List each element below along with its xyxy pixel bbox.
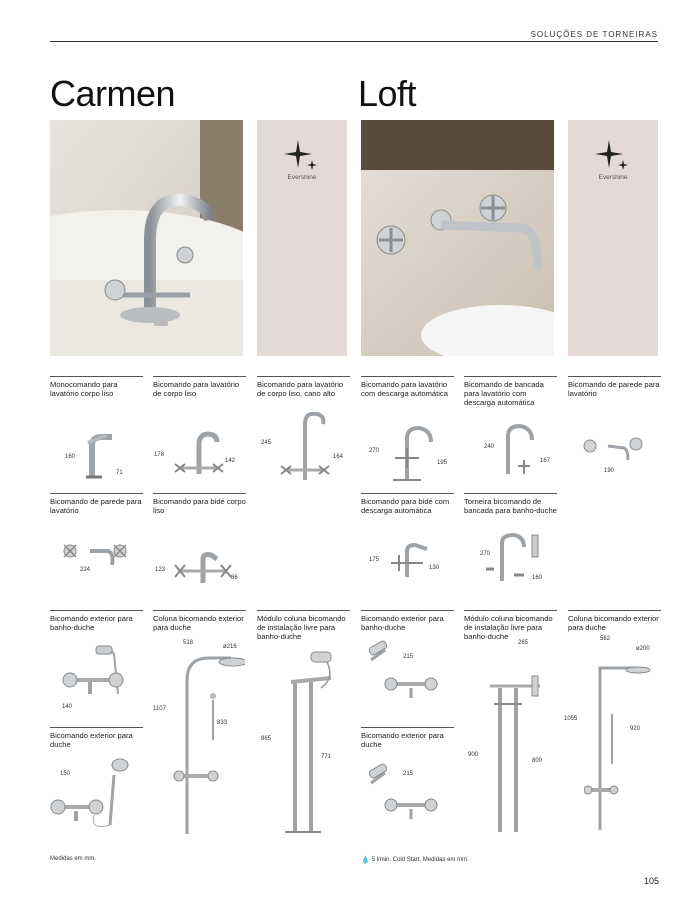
dim-height: 245 (261, 440, 272, 446)
product-loft-modulo-coluna (464, 610, 557, 839)
evershine-label: Evershine (598, 174, 628, 181)
product-label: Bicomando para lavatório de corpo liso (153, 380, 240, 399)
dim-height: 270 (480, 551, 491, 557)
product-carmen-bide (153, 493, 246, 603)
product-loft-bancada-lavatorio (464, 376, 557, 486)
dim-height: 1055 (564, 716, 578, 722)
product-loft-lavatorio-descarga (361, 376, 454, 486)
product-label: Monocomando para lavatório corpo liso (50, 380, 118, 399)
product-label: Bicomando para bidé com descarga automática (361, 497, 450, 516)
footer-note-left: Medidas em mm. (50, 856, 97, 862)
section-header: SOLUÇÕES DE TORNEIRAS (530, 30, 658, 39)
dim-height: 175 (369, 557, 380, 563)
faucet-figure (80, 431, 120, 479)
product-loft-exterior-duche (361, 727, 454, 839)
faucet-figure (173, 644, 245, 844)
dim-height: 865 (261, 736, 272, 742)
product-carmen-parede-lavatorio (50, 493, 143, 603)
faucet-figure (60, 644, 132, 704)
product-label: Bicomando para lavatório com descarga automática (361, 380, 448, 399)
product-label: Bicomando para bidé corpo liso (153, 497, 246, 516)
dim-width: 562 (600, 636, 611, 642)
cell-rule (50, 610, 143, 611)
product-label: Bicomando exterior para duche (50, 731, 133, 750)
cell-rule (361, 610, 454, 611)
carmen-title: Carmen (50, 73, 176, 114)
cell-rule (464, 376, 557, 377)
dim-height: 178 (154, 452, 165, 458)
product-loft-exterior-banho-duche (361, 610, 454, 720)
dim-width: 518 (183, 640, 194, 646)
product-label: Bicomando de parede para lavatório (50, 497, 142, 516)
dim-width: 265 (518, 640, 529, 646)
dim-width: 164 (333, 454, 344, 460)
evershine-label: Evershine (287, 174, 317, 181)
cell-rule (361, 493, 454, 494)
footer-note-right (361, 856, 469, 864)
faucet-figure (584, 654, 654, 834)
footer-note-text: 5 l/min. Cold Start. Medidas em mm. (371, 857, 469, 863)
dim-height-2: 920 (630, 726, 641, 732)
cell-rule (361, 727, 454, 728)
dim-width: 150 (60, 771, 71, 777)
product-label: Bicomando exterior para banho-duche (361, 614, 444, 633)
dim-height: 160 (65, 454, 76, 460)
dim-height: 240 (484, 444, 495, 450)
loft-photo (361, 120, 554, 356)
cell-rule (361, 376, 454, 377)
faucet-figure (389, 426, 437, 482)
product-carmen-monocomando (50, 376, 143, 486)
product-carmen-coluna-duche (153, 610, 246, 839)
dim-height: 900 (468, 752, 479, 758)
dim-width: 190 (604, 468, 615, 474)
cell-rule (50, 727, 143, 728)
cell-rule (464, 610, 557, 611)
carmen-evershine-panel (257, 120, 347, 356)
dim-width: 142 (225, 458, 236, 464)
cell-rule (153, 376, 246, 377)
product-label: Bicomando de bancada para lavatório com descarga automática (464, 380, 544, 408)
product-carmen-bicomando-lavatorio (153, 376, 246, 486)
faucet-figure (277, 410, 333, 482)
water-drop-icon: 💧 (361, 857, 370, 864)
cell-rule (568, 376, 661, 377)
faucet-figure (173, 549, 233, 585)
faucet-figure (383, 543, 433, 579)
dim-height: 123 (155, 567, 166, 573)
dim-width: 160 (532, 575, 543, 581)
sparkle-icon (284, 138, 320, 172)
dim-height-2: 771 (321, 754, 332, 760)
cell-rule (464, 493, 557, 494)
product-loft-parede-lavatorio (568, 376, 661, 486)
product-loft-bancada-banho-duche (464, 493, 557, 603)
product-label: Coluna bicomando exterior para duche (568, 614, 659, 633)
loft-evershine-panel (568, 120, 658, 356)
faucet-figure (486, 674, 546, 834)
dim-width: 167 (540, 458, 551, 464)
product-carmen-exterior-duche (50, 727, 143, 839)
cell-rule (50, 493, 143, 494)
dim-diameter: ø216 (223, 644, 237, 650)
product-carmen-bicomando-cano-alto (257, 376, 350, 486)
dim-width: 86 (231, 575, 238, 581)
product-label: Bicomando exterior para duche (361, 731, 444, 750)
product-label: Coluna bicomando exterior para duche (153, 614, 244, 633)
dim-width: 140 (62, 704, 73, 710)
dim-width: 71 (116, 470, 123, 476)
product-carmen-modulo-coluna (257, 610, 350, 839)
loft-title: Loft (358, 73, 417, 114)
dim-height: 1107 (153, 706, 166, 712)
sparkle-icon (595, 138, 631, 172)
dim-width: 195 (437, 460, 448, 466)
faucet-figure (281, 648, 341, 834)
dim-width: 224 (80, 567, 91, 573)
faucet-figure (367, 761, 447, 821)
product-carmen-exterior-banho-duche (50, 610, 143, 720)
header-rule (50, 41, 658, 42)
product-label: Torneira bicomando de bancada para banho-duche (464, 497, 557, 516)
faucet-figure (367, 640, 447, 700)
dim-height-2: 800 (532, 758, 543, 764)
product-loft-coluna-duche (564, 610, 661, 839)
cell-rule (50, 376, 143, 377)
dim-width: 215 (403, 771, 414, 777)
faucet-figure (580, 434, 650, 464)
dim-width: 130 (429, 565, 440, 571)
cell-rule (153, 610, 246, 611)
page-number: 105 (644, 876, 660, 886)
dim-width: 215 (403, 654, 414, 660)
product-label: Bicomando exterior para banho-duche (50, 614, 133, 633)
dim-height: 270 (369, 448, 380, 454)
dim-height-2: 833 (217, 720, 228, 726)
product-loft-bide (361, 493, 454, 603)
faucet-figure (50, 755, 140, 835)
product-label: Bicomando para lavatório de corpo liso, cano alto (257, 380, 344, 399)
product-label: Módulo coluna bicomando de instalação livre para banho-duche (464, 614, 553, 642)
faucet-figure (171, 430, 227, 478)
product-label: Módulo coluna bicomando de instalação livre para banho-duche (257, 614, 346, 642)
cell-rule (568, 610, 661, 611)
faucet-figure (60, 541, 130, 571)
faucet-figure (498, 424, 551, 476)
product-label: Bicomando de parede para lavatório (568, 380, 660, 399)
cell-rule (257, 376, 350, 377)
dim-diameter: ø200 (636, 646, 650, 652)
cell-rule (153, 493, 246, 494)
carmen-photo (50, 120, 243, 356)
cell-rule (257, 610, 350, 611)
